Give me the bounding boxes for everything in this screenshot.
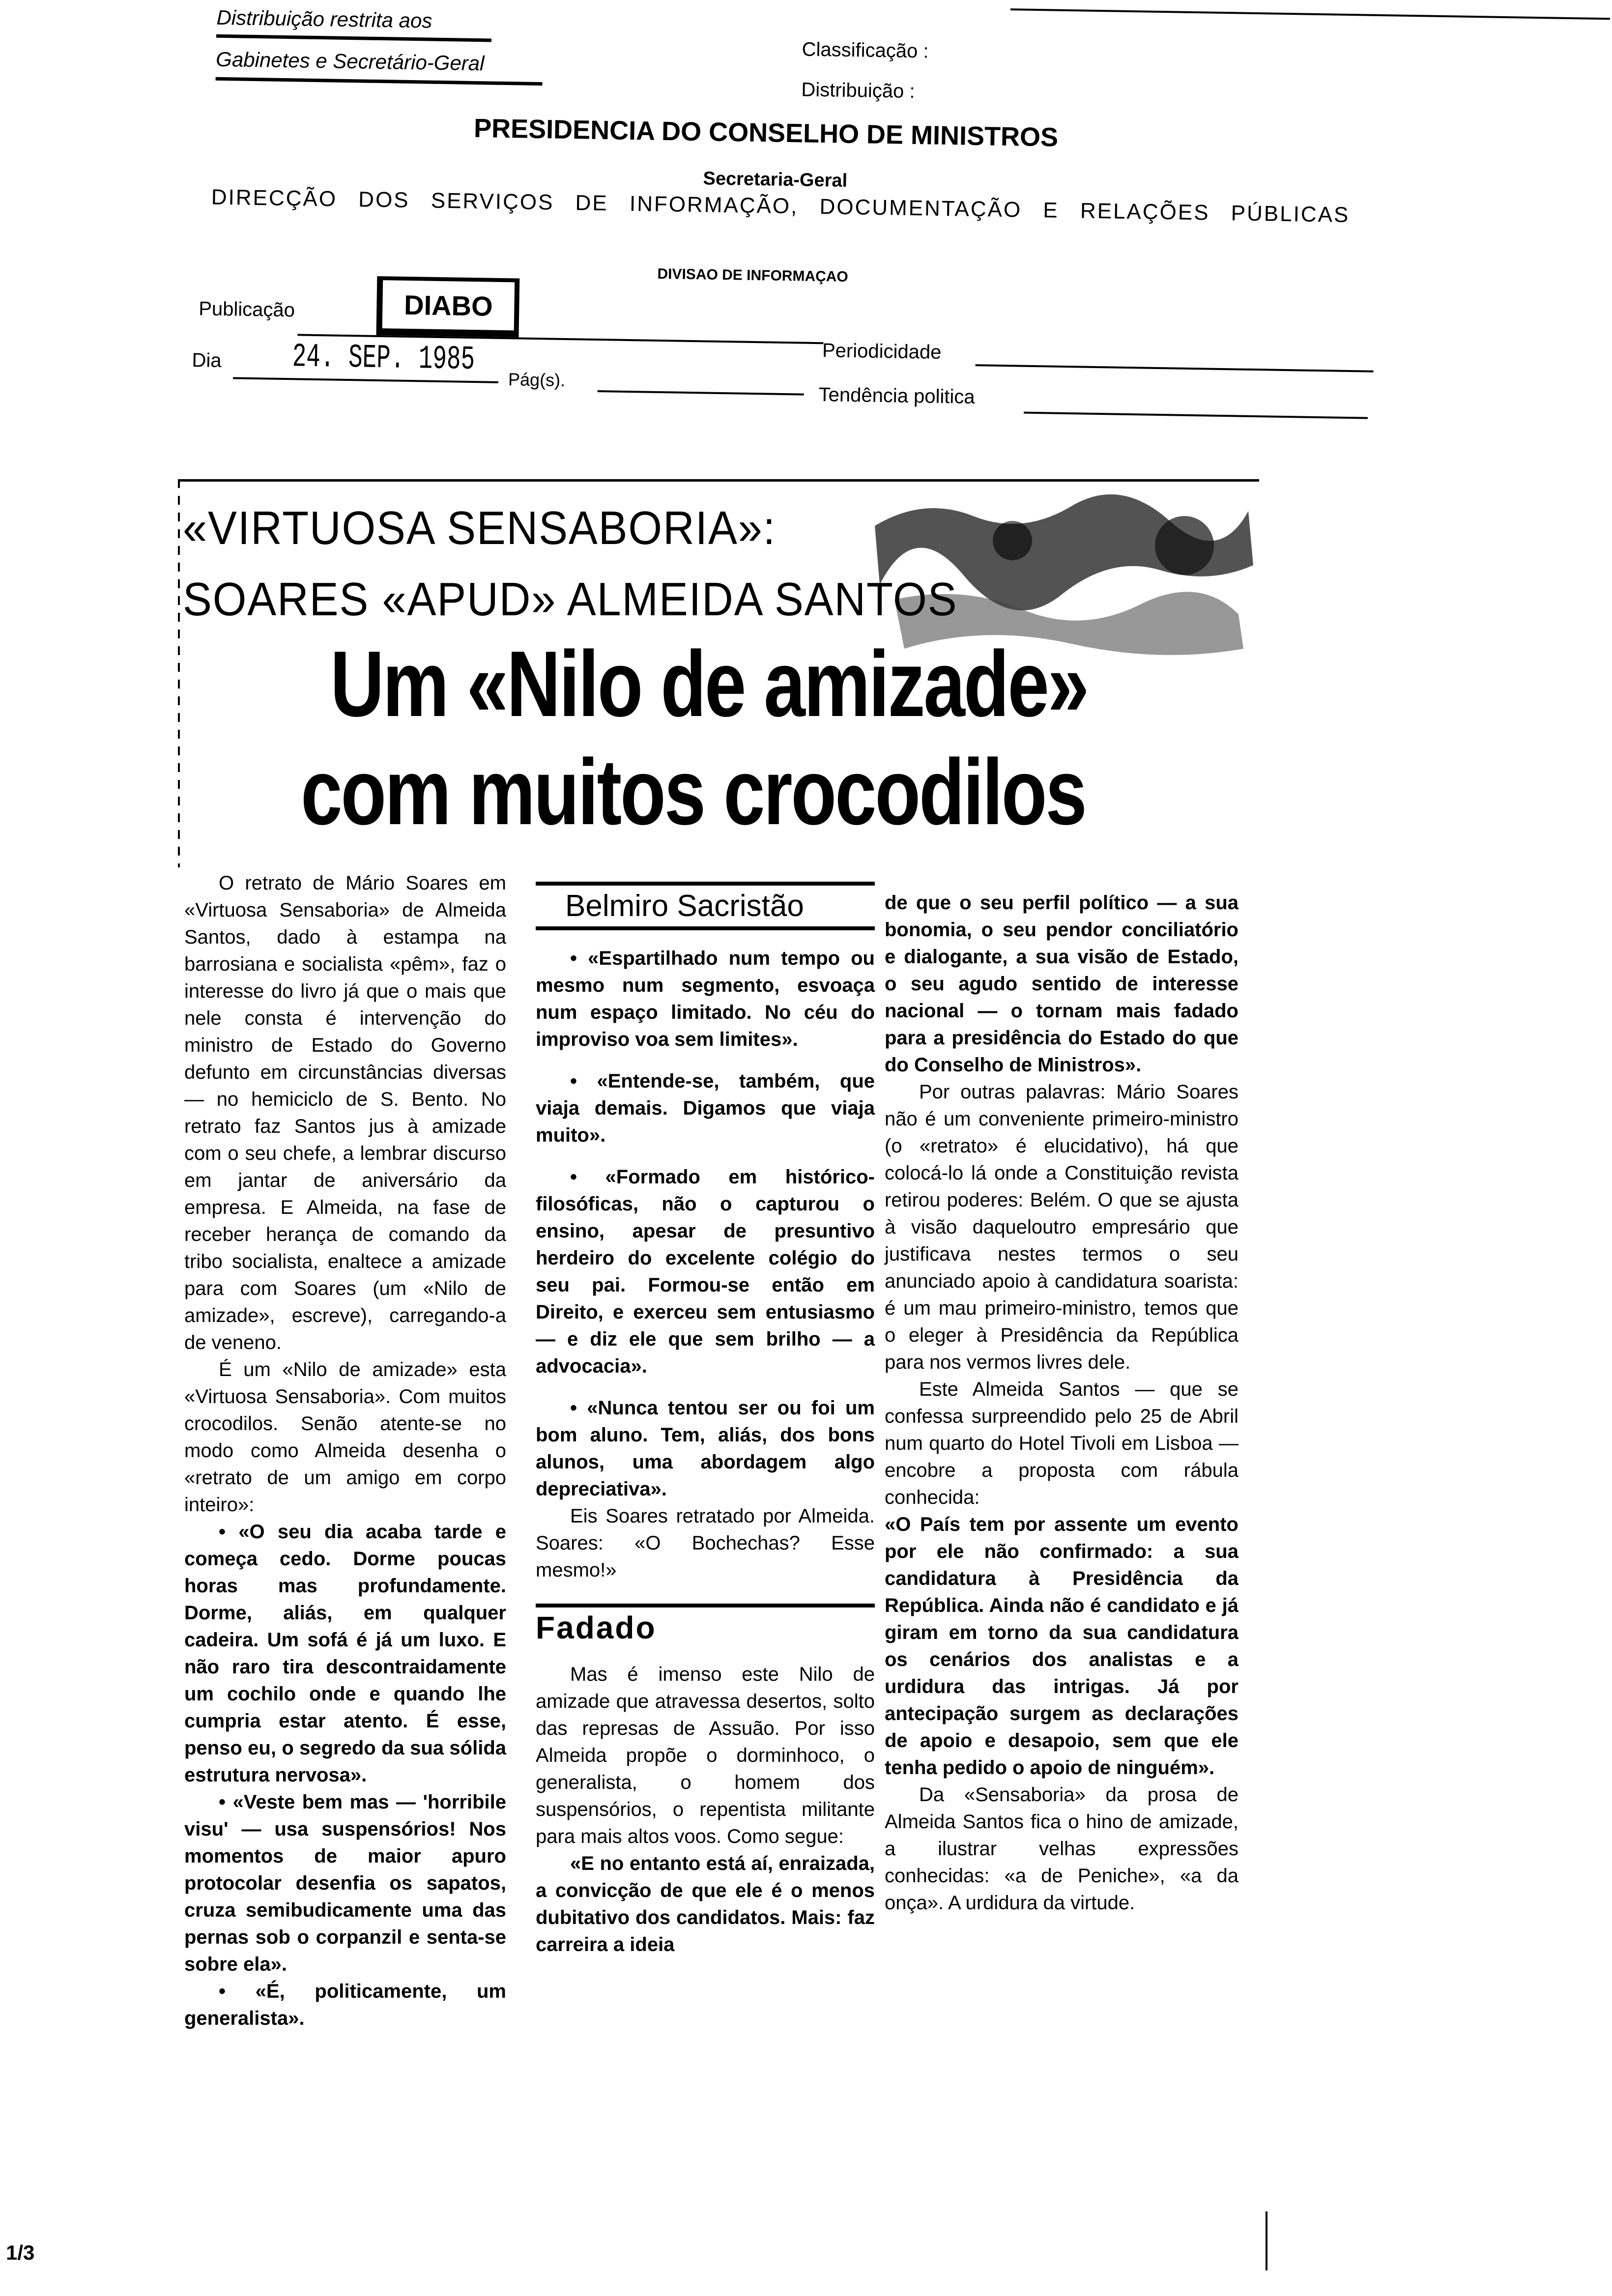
paragraph: O retrato de Mário Soares em «Virtuosa Sensaboria» de Almeida Santos, dado à estampa na barrosiana e socialista «pêm», faz o interesse do livro já que o mais que nele consta é intervenção do ministro de Estado do Governo defunto em circunstâncias diversas — no hemiciclo de S. Bento. No retrato faz Santos jus à amizade com o seu chefe, a lembrar discurso em jantar de aniversário da empresa. E Almeida, na fase de receber herança de comando da tribo socialista, enaltece a amizade para com Soares (um «Nilo de amizade», escreve), carregando-a de veneno. (184, 872, 506, 1353)
publication-stamp (376, 276, 519, 338)
quote-bullet: • «Espartilhado num tempo ou mesmo num segmento, esvoaça num espaço limitado. No céu do improviso voa sem limites». (536, 947, 875, 1050)
periodicity-label: Periodicidade (822, 340, 942, 363)
directorate: DIRECÇÃO DOS SERVIÇOS DE INFORMAÇÃO, DOCUMENTAÇÃO E RELAÇÕES PÚBLICAS (211, 185, 1350, 228)
section-rule (536, 1604, 875, 1607)
paragraph: É um «Nilo de amizade» esta «Virtuosa Sensaboria». Com muitos crocodilos. Senão atente-se no modo como Almeida desenha o «retrato de um amigo em corpo inteiro»: (184, 1359, 506, 1516)
org-title: PRESIDENCIA DO CONSELHO DE MINISTROS (473, 113, 1059, 152)
underline (216, 77, 543, 86)
restriction-line-2: Gabinetes e Secretário-Geral (215, 47, 485, 75)
paragraph: Mas é imenso este Nilo de amizade que atravessa desertos, solto das represas de Assuão. Por isso Almeida propõe o dorminhoco, o generalista, o homem dos suspensórios, o repentista militante para mais altos voos. Como segue: (536, 1664, 875, 1847)
article-column-1 (184, 870, 506, 2032)
underline (216, 34, 491, 42)
headline-line-2: com muitos crocodilos (301, 740, 1086, 844)
classification-label: Classificação : (802, 38, 929, 62)
kicker-line-2: SOARES «APUD» ALMEIDA SANTOS (183, 573, 958, 626)
paragraph: «O País tem por assente um evento por ele não confirmado: a sua candidatura à Presidência da República. Ainda não é candidato e já giram em torno da sua candidatura os cenários dos analistas e a urdidura das intrigas. Já por antecipação surgem as declarações de apoio e desapoio, sem que ele tenha pedido o apoio de ninguém». (885, 1514, 1238, 1779)
day-label: Dia (192, 349, 222, 372)
publication-label: Publicação (198, 298, 295, 321)
political-tendency-field-line (1024, 412, 1368, 419)
quote-bullet: • «Entende-se, também, que viaja demais. Digamos que viaja muito». (536, 1070, 875, 1146)
quote-bullet: • «É, politicamente, um generalista». (184, 1980, 506, 2029)
byline-rule (536, 882, 875, 886)
paragraph: Da «Sensaboria» da prosa de Almeida Santos fica o hino de amizade, a ilustrar velhas expressões conhecidas: «a de Peniche», «a da onça». A urdidura da virtude. (885, 1784, 1238, 1914)
clipping-border-left (178, 479, 180, 867)
byline: Belmiro Sacristão (565, 889, 804, 923)
scan-mark (1266, 2211, 1267, 2270)
publication-stamp-text: DIABO (403, 289, 493, 322)
article-column-3 (885, 890, 1238, 1917)
document-header (0, 0, 1612, 455)
clipping-border-top (178, 479, 1259, 482)
quote-bullet: • «Formado em histórico-filosóficas, não o capturou o ensino, apesar de presuntivo herdeiro do excelente colégio do seu pai. Formou-se então em Direito, e exerceu sem entusiasmo — e diz ele que sem brilho — a advocacia». (536, 1166, 875, 1377)
paragraph: de que o seu perfil político — a sua bonomia, o seu pendor conciliatório e dialogante, a sua visão de Estado, o seu agudo sentido de interesse nacional — o tornam mais fadado para a presidência do Estado do que do Conselho de Ministros». (885, 892, 1238, 1076)
paragraph: Por outras palavras: Mário Soares não é um conveniente primeiro-ministro (o «retrato» é elucidativo), há que colocá-lo lá onde a Constituição revista retirou poderes: Belém. O que se ajusta à visão daqueloutro empresário que justificava nestes termos o seu anunciado apoio à candidatura soarista: é um mau primeiro-ministro, temos que o eleger à Presidência da República para nos vermos livres dele. (885, 1081, 1238, 1373)
periodicity-field-line (976, 364, 1374, 373)
top-rule (1010, 8, 1610, 20)
political-tendency-label: Tendência politica (818, 384, 975, 408)
kicker-line-1: «VIRTUOSA SENSABORIA»: (183, 502, 777, 554)
paragraph: «E no entanto está aí, enraizada, a convicção de que ele é o menos dubitativo dos candidatos. Mais: faz carreira a ideia (536, 1853, 875, 1955)
quote-bullet: • «Veste bem mas — 'horribile visu' — usa suspensórios! Nos momentos de maior apuro protocolar desenfia os sapatos, cruza semibudicamente uma das pernas sob o corpanzil e senta-se sobre ela». (184, 1791, 506, 1975)
org-subtitle: Secretaria-Geral (703, 168, 848, 191)
distribution-label: Distribuição : (801, 79, 915, 103)
page-number: 1/3 (6, 2241, 35, 2264)
division: DIVISAO DE INFORMAÇAO (657, 265, 849, 285)
restriction-line-1: Distribuição restrita aos (216, 5, 432, 32)
pages-label: Pág(s). (508, 369, 566, 390)
byline-rule (536, 926, 875, 930)
subheading: Fadado (536, 1610, 657, 1645)
headline-line-1: Um «Nilo de amizade» (330, 632, 1088, 736)
paragraph: Eis Soares retratado por Almeida. Soares: «O Bochechas? Esse mesmo!» (536, 1505, 875, 1581)
date-stamp: 24. SEP. 1985 (292, 338, 475, 379)
pages-field-line (598, 390, 804, 396)
article-column-2 (536, 875, 875, 1958)
paragraph: Este Almeida Santos — que se confessa surpreendido pelo 25 de Abril num quarto do Hotel Tivoli em Lisboa — encobre a proposta com rábula conhecida: (885, 1378, 1238, 1508)
quote-bullet: • «O seu dia acaba tarde e começa cedo. Dorme poucas horas mas profundamente. Dorme, aliás, em qualquer cadeira. Um sofá é já um luxo. E não raro tira descontraidamente um cochilo onde e quando lhe cumpria estar atento. É esse, penso eu, o segredo da sua sólida estrutura nervosa». (184, 1521, 506, 1786)
quote-bullet: • «Nunca tentou ser ou foi um bom aluno. Tem, aliás, dos bons alunos, uma abordagem algo depreciativa». (536, 1397, 875, 1500)
